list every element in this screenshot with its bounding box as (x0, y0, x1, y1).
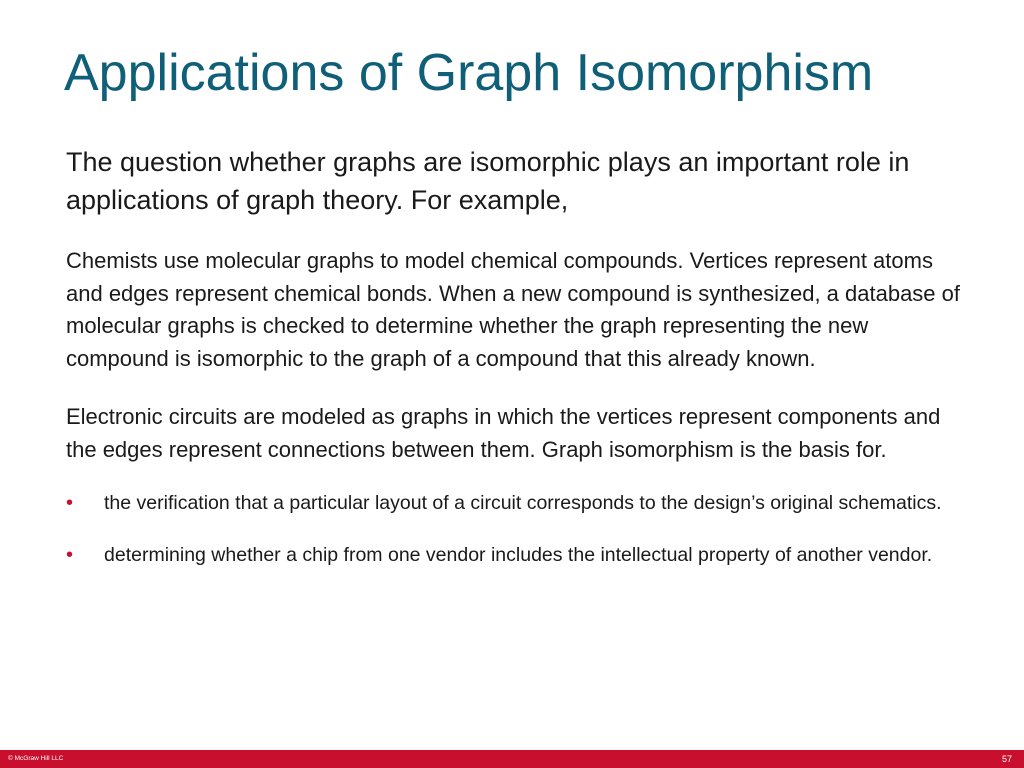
bullet-text: the verification that a particular layout of a circuit corresponds to the design’s original schematics. (104, 492, 942, 514)
bullet-marker: • (66, 492, 74, 514)
bullet-list (66, 488, 966, 570)
slide-title: Applications of Graph Isomorphism (64, 44, 874, 102)
bullet-marker: • (66, 544, 74, 566)
page-number: 57 (1001, 754, 1012, 764)
footer-bar (0, 750, 1024, 768)
bullet-item-verification (66, 488, 966, 518)
bullet-text: determining whether a chip from one vendor includes the intellectual property of another vendor. (104, 544, 933, 566)
intro-paragraph: The question whether graphs are isomorphic plays an important role in applications of graph theory. For example, (66, 147, 910, 215)
circuits-paragraph: Electronic circuits are modeled as graphs in which the vertices represent components and the edges represent connections between them. Graph isomorphism is the basis for. (66, 404, 941, 462)
bullet-item-vendor (66, 540, 966, 570)
slide-body (66, 143, 966, 570)
copyright-notice: © McGraw Hill LLC (8, 755, 64, 762)
chemistry-paragraph: Chemists use molecular graphs to model chemical compounds. Vertices represent atoms and edges represent chemical bonds. When a new compound is synthesized, a database of molecular graphs is checked to determine whether the graph representing the new compound is isomorphic to the graph of a compound that this already known. (66, 248, 960, 371)
